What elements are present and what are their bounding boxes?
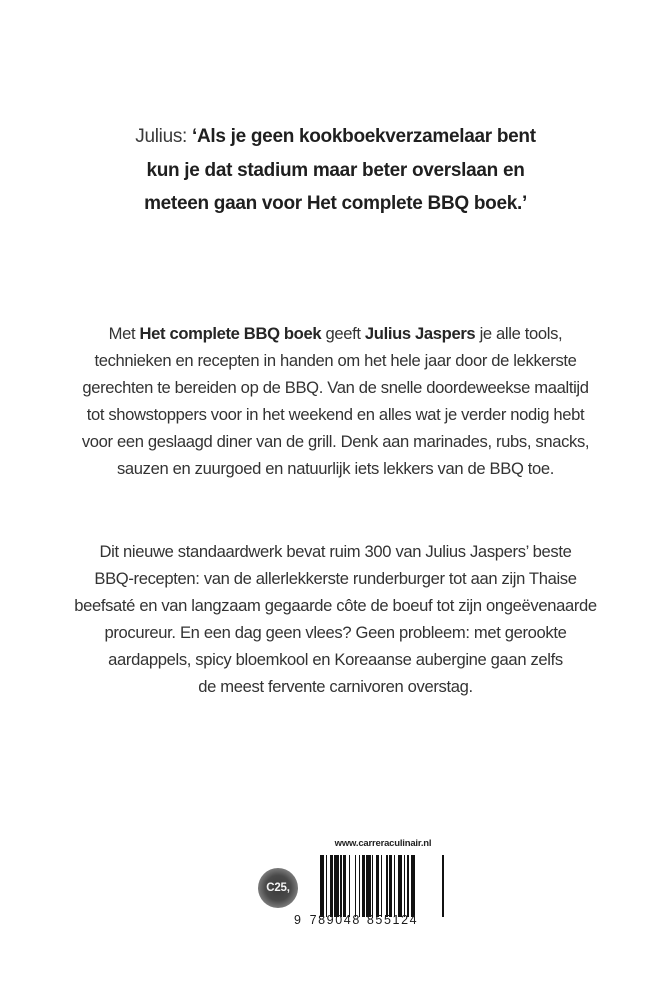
blurb-paragraph-2 bbox=[0, 538, 671, 700]
price-code-label: C25, bbox=[266, 882, 290, 894]
blurb-line: voor een geslaagd diner van de grill. Denk aan marinades, rubs, snacks, bbox=[81, 432, 590, 451]
back-cover-quote bbox=[0, 120, 671, 221]
blurb-line: Dit nieuwe standaardwerk bevat ruim 300 van Julius Jaspers’ beste bbox=[99, 542, 572, 561]
blurb-line: sauzen en zuurgoed en natuurlijk iets lekkers van de BBQ toe. bbox=[116, 459, 555, 478]
author-name: Julius Jaspers bbox=[364, 324, 476, 343]
quote-attribution: Julius: bbox=[135, 126, 188, 147]
barcode-bar bbox=[415, 855, 418, 917]
blurb-line: aardappels, spicy bloemkool en Koreaanse aubergine gaan zelfs bbox=[108, 650, 563, 669]
quote-line-3: meteen gaan voor Het complete BBQ boek.’ bbox=[144, 193, 527, 214]
blurb-line: tot showstoppers voor in het weekend en alles wat je verder nodig hebt bbox=[86, 405, 585, 424]
blurb-line: beefsaté en van langzaam gegaarde côte de boeuf tot zijn ongeëvenaarde bbox=[74, 596, 597, 615]
quote-line-2: kun je dat stadium maar beter overslaan en bbox=[146, 159, 525, 181]
blurb-line: BBQ-recepten: van de allerlekkerste runderburger tot aan zijn Thaise bbox=[94, 569, 577, 588]
blurb-line: technieken en recepten in handen om het hele jaar door de lekkerste bbox=[94, 351, 577, 370]
book-title: Het complete BBQ boek bbox=[139, 324, 322, 343]
barcode-icon bbox=[320, 855, 444, 917]
blurb-line: de meest fervente carnivoren overstag. bbox=[198, 677, 473, 696]
blurb-line: gerechten te bereiden op de BBQ. Van de snelle doordeweekse maaltijd bbox=[82, 378, 589, 397]
blurb-line: Met Het complete BBQ boek geeft Julius Jaspers je alle tools, bbox=[108, 324, 563, 343]
barcode-block bbox=[318, 838, 444, 917]
isbn-number: 9 789048 855124 bbox=[294, 913, 419, 927]
blurb-paragraph-1 bbox=[0, 320, 671, 482]
publisher-url: www.carreraculinair.nl bbox=[334, 838, 432, 849]
price-code-badge bbox=[258, 868, 298, 908]
quote-text-1: ‘Als je geen kookboekverzamelaar bent bbox=[192, 126, 536, 147]
blurb-line: procureur. En een dag geen vlees? Geen probleem: met gerookte bbox=[104, 623, 567, 642]
quote-line-1 bbox=[0, 120, 671, 154]
